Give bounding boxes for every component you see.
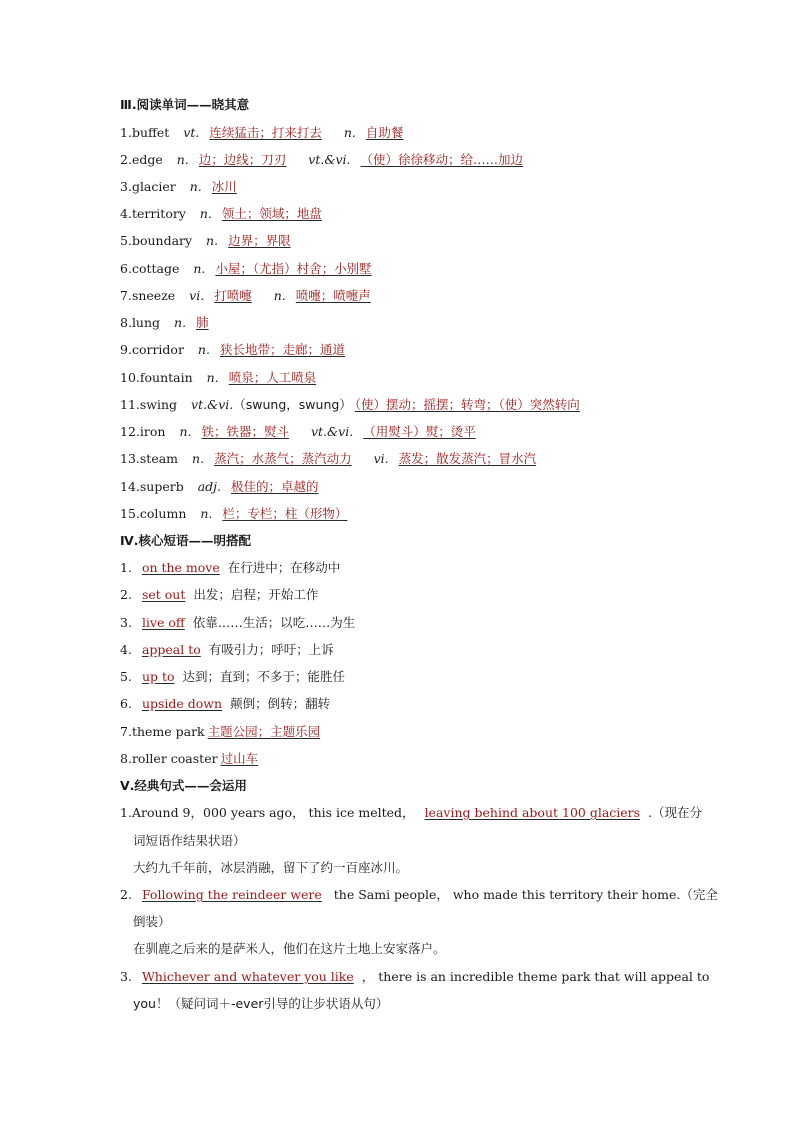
answer: Whichever and whatever you like: [141, 969, 354, 984]
vocab-item-11: 11.swing vt.&vi.（swung，swung） （使）摆动；摇摆；转弯；（使）突然转向: [120, 397, 586, 413]
answer: 喷嚏；喷嚏声: [295, 288, 371, 303]
answer: up to: [141, 669, 175, 684]
vocab-item-13: 13.steam n. 蒸汽；水蒸气；蒸汽动力 vi. 蒸发；散发蒸汽；冒水汽: [120, 451, 544, 467]
answer: 栏；专栏；柱（形物）: [222, 506, 348, 521]
phrase-item-7: 7.theme park 主题公园；主题乐园: [120, 724, 326, 740]
vocab-item-14: 14.superb adj. 极佳的；卓越的: [120, 479, 327, 495]
answer: 边界；界限: [228, 233, 291, 248]
phrase-item-3: 3. live off 依靠……生活；以吃……为生: [120, 615, 356, 630]
answer: 打喷嚏: [214, 288, 252, 303]
sentence-item-3: 3. Whichever and whatever you like ， there is an incredible theme park that will appeal to: [120, 969, 710, 984]
vocab-item-15: 15.column n. 栏；专栏；柱（形物）: [120, 506, 355, 522]
answer: （用熨斗）熨；烫平: [363, 424, 476, 439]
phrase-item-4: 4. appeal to 有吸引力；呼吁；上诉: [120, 642, 334, 657]
answer: Following the reindeer were: [141, 887, 322, 902]
answer: 蒸发；散发蒸汽；冒水汽: [398, 451, 537, 466]
vocab-item-12: 12.iron n. 铁；铁器；熨斗 vt.&vi. （用熨斗）熨；烫平: [120, 424, 484, 440]
vocab-item-9: 9.corridor n. 狭长地带；走廊；通道: [120, 342, 353, 358]
answer: （使）摆动；摇摆；转弯；（使）突然转向: [354, 397, 580, 412]
answer: on the move: [141, 560, 220, 575]
vocab-item-2: 2.edge n. 边；边线；刀刃 vt.&vi. （使）徐徐移动；给……加边: [120, 152, 531, 168]
answer: upside down: [141, 696, 223, 711]
answer: 领土；领域；地盘: [221, 206, 322, 221]
answer: 连续猛击；打来打去: [209, 125, 322, 140]
sentence-item-2: 2. Following the reindeer were the Sami people， who made this territory their home.（完全: [120, 887, 718, 902]
phrase-item-5: 5. up to 达到；直到；不多于；能胜任: [120, 669, 346, 684]
sentence-item-3-note: you！（疑问词＋-ever引导的让步状语从句）: [133, 996, 389, 1011]
answer: 喷泉；人工喷泉: [228, 370, 317, 385]
sentence-item-2-note: 倒装）: [133, 914, 171, 929]
vocab-item-3: 3.glacier n. 冰川: [120, 179, 245, 195]
vocab-item-7: 7.sneeze vi. 打喷嚏 n. 喷嚏；喷嚏声: [120, 288, 379, 304]
answer: 狭长地带；走廊；通道: [219, 342, 345, 357]
vocab-item-4: 4.territory n. 领土；领域；地盘: [120, 206, 330, 222]
answer: 自助餐: [365, 125, 404, 140]
vocab-item-10: 10.fountain n. 喷泉；人工喷泉: [120, 370, 324, 386]
answer: 极佳的；卓越的: [231, 479, 319, 494]
answer: 边；边线；刀刃: [198, 152, 287, 167]
sentence-item-1-note: 词短语作结果状语）: [133, 833, 246, 848]
vocab-item-8: 8.lung n. 肺: [120, 315, 217, 331]
answer: 铁；铁器；熨斗: [201, 424, 289, 439]
answer: 过山车: [220, 751, 259, 766]
sentence-item-1-translation: 大约九千年前，冰层消融，留下了约一百座冰川。: [133, 860, 409, 875]
section-5-title: Ⅴ.经典句式——会运用: [120, 778, 247, 793]
answer: leaving behind about 100 glaciers: [424, 805, 641, 820]
vocab-item-1: 1.buffet vt. 连续猛击；打来打去 n. 自助餐: [120, 125, 411, 141]
section-3-title: Ⅲ.阅读单词——晓其意: [120, 97, 250, 112]
sentence-item-1: 1.Around 9，000 years ago， this ice melted， leaving behind about 100 glaciers .（现在分: [120, 805, 703, 820]
answer: set out: [141, 587, 186, 602]
answer: 小屋；（尤指）村舍；小别墅: [215, 261, 372, 276]
answer: appeal to: [141, 642, 201, 657]
phrase-item-1: 1. on the move 在行进中；在移动中: [120, 560, 341, 575]
answer: 主题公园；主题乐园: [207, 724, 321, 739]
phrase-item-6: 6. upside down 颠倒；倒转；翻转: [120, 696, 331, 711]
answer: live off: [141, 615, 185, 630]
answer: 蒸汽；水蒸气；蒸汽动力: [214, 451, 352, 466]
vocab-item-5: 5.boundary n. 边界；界限: [120, 233, 299, 249]
answer: 肺: [196, 315, 209, 330]
phrase-item-8: 8.roller coaster 过山车: [120, 751, 264, 767]
section-4-title: Ⅳ.核心短语——明搭配: [120, 533, 251, 548]
phrase-item-2: 2. set out 出发；启程；开始工作: [120, 587, 319, 602]
answer: （使）徐徐移动；给……加边: [360, 152, 523, 167]
vocab-item-6: 6.cottage n. 小屋；（尤指）村舍；小别墅: [120, 261, 380, 277]
answer: 冰川: [211, 179, 237, 194]
sentence-item-2-translation: 在驯鹿之后来的是萨米人，他们在这片土地上安家落户。: [133, 941, 446, 956]
